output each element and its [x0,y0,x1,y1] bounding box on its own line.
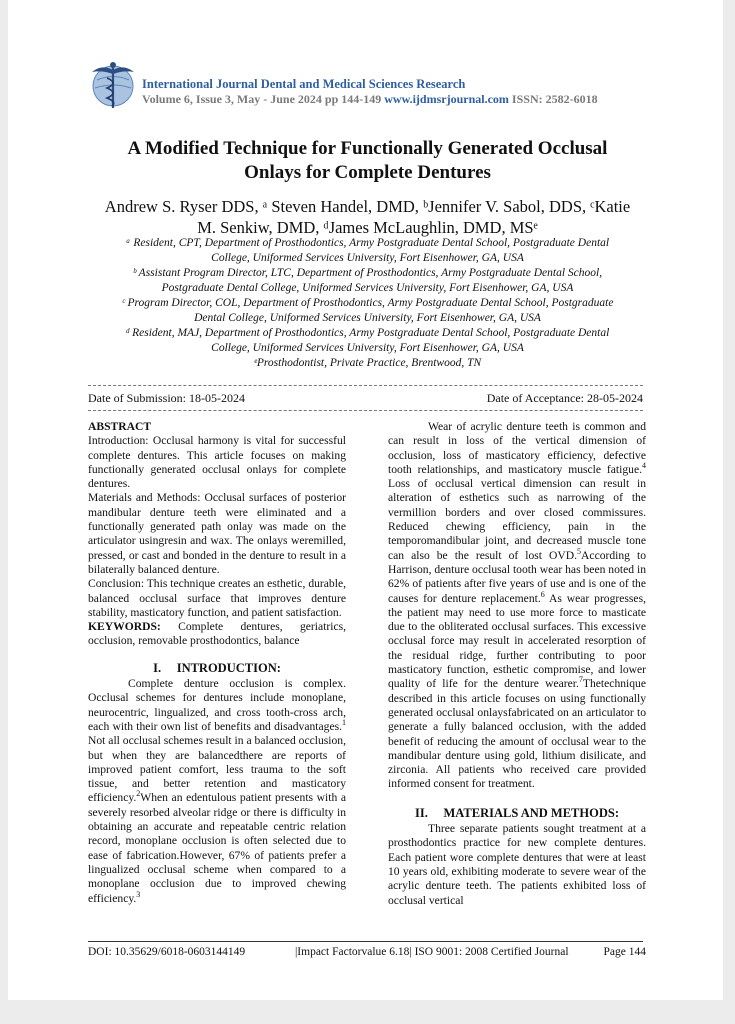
keywords-text: Complete dentures, geriatrics, occlusion, removable prosthodontics, balance [88,620,346,648]
footer-divider [88,941,643,942]
affiliation-line: ᵈ Resident, MAJ, Department of Prosthodontics, Army Postgraduate Dental School, Postgraduate Dental [125,327,610,339]
left-column [88,420,346,906]
right-column [388,420,646,908]
journal-url[interactable]: www.ijdmsrjournal.com [384,92,509,106]
affiliation-line: Dental College, Uniformed Services University, Fort Eisenhower, GA, USA [194,312,541,324]
page-number: Page 144 [603,946,646,958]
intro-text: Not all occlusal schemes result in a balanced occlusion, but when they are balancedthere are reports of improved patient comfort, less trauma to the soft tissue, and better retention and masticatory efficiency. [88,734,346,805]
body-text: Thetechnique described in this article focuses on using functionally generated occlusal onlaysfabricated on an articulator to generate a fully balanced occlusion, with the added benefit of reducing the amount of occlusal wear to the mandibular denture using gold, lithium disilicate, and zirconia. All patients who received care provided informed consent for treatment. [388,677,646,791]
affiliation-line: ᶜ Program Director, COL, Department of Prosthodontics, Army Postgraduate Dental School, Postgraduate [121,297,614,309]
authors-line-2: M. Senkiw, DMD, ᵈJames McLaughlin, DMD, MSᵉ [197,218,538,237]
divider [88,410,643,411]
citation[interactable]: 5 [577,546,582,556]
paper-title [60,137,675,185]
citation[interactable]: 7 [578,675,583,685]
body-text: Loss of occlusal vertical dimension can result in alteration of esthetics such as narrowing of the vermillion borders and over closed commissures. Reduced chewing efficiency, pain in the temporomandibular joint, and decreased muscle tone can also be the result of lost OVD. [388,477,646,562]
journal-logo-icon [88,58,138,110]
citation[interactable]: 6 [540,589,545,599]
wear-paragraph [388,420,646,792]
submission-date: Date of Submission: 18-05-2024 [88,391,245,405]
section-heading-methods: II. MATERIALS AND METHODS: [415,805,619,820]
intro-text: Complete denture occlusion is complex. Occlusal schemes for dentures include monoplane, neurocentric, lingualized, and cross tooth-cross arch, each with their own list of benefits and disadvantages. [88,677,346,733]
impact-factor: |Impact Factorvalue 6.18| ISO 9001: 2008 Certified Journal [295,946,569,958]
affiliation-line: College, Uniformed Services University, Fort Eisenhower, GA, USA [211,252,524,264]
abstract-introduction: Introduction: Occlusal harmony is vital for successful complete dentures. This article focuses on making functionally generated occlusal onlays for complete dentures. [88,434,346,491]
title-line-1: A Modified Technique for Functionally Generated Occlusal [127,138,608,159]
intro-paragraph [88,677,346,906]
body-text: As wear progresses, the patient may need to use more force to masticate due to the obliterated occlusal surfaces. This excessive occlusal force may result in accelerated resorption of the residual ridge, further contributing to poor masticatory function, esthetic compromise, and lower quality of life for the denture wearer. [388,591,646,691]
issn: ISSN: 2582-6018 [508,92,598,106]
body-text: Wear of acrylic denture teeth is common and can result in loss of the vertical dimension of occlusion, loss of masticatory efficiency, defective tooth relationships, and masticatory muscle fatigue. [388,420,646,476]
citation[interactable]: 4 [642,461,646,471]
abstract-heading: ABSTRACT [88,420,152,433]
volume-info: Volume 6, Issue 3, May - June 2024 pp 144-149 [142,92,385,106]
body-text: According to Harrison, denture occlusal tooth wear has been noted in 62% of patients after five years of use and is one of the causes for denture replacement. [388,548,646,605]
authors-line-1: Andrew S. Ryser DDS, ᵃ Steven Handel, DMD, ᵇJennifer V. Sabol, DDS, ᶜKatie [104,197,631,216]
abstract-methods: Materials and Methods: Occlusal surfaces of posterior mandibular denture teeth were eliminated and a functionally generated path onlay was made on the articulator usingresin and wax. The onlays weremilled, pressed, or cast and bonded in the denture to result in a bilaterally balanced denture. [88,491,346,576]
journal-name: International Journal Dental and Medical Sciences Research [142,77,466,91]
affiliation-line: ᵃ Resident, CPT, Department of Prosthodontics, Army Postgraduate Dental School, Postgraduate Dental [125,237,610,249]
affiliations [80,236,655,371]
keywords [88,620,346,649]
citation[interactable]: 2 [136,789,141,799]
intro-text: When an edentulous patient presents with a severely resorbed alveolar ridge or there is difficulty in obtaining an accurate and repeatable centric relation record, monoplane occlusion is often selected due to ease of fabrication.However, 67% of patients prefer a lingualized occlusal scheme when compared to a monoplane occlusion due to improved chewing efficiency. [88,791,346,905]
abstract-conclusion: Conclusion: This technique creates an esthetic, durable, balanced occlusal surface that improves denture stability, masticatory function, and patient satisfaction. [88,577,346,619]
citation[interactable]: 3 [136,889,141,899]
author-list [70,196,665,238]
keywords-label: KEYWORDS: [88,620,161,634]
affiliation-line: ᵇ Assistant Program Director, LTC, Department of Prosthodontics, Army Postgraduate Dental School, [132,267,603,279]
affiliation-line: College, Uniformed Services University, Fort Eisenhower, GA, USA [211,342,524,354]
doi[interactable]: DOI: 10.35629/6018-0603144149 [88,946,246,958]
divider [88,385,643,386]
acceptance-date: Date of Acceptance: 28-05-2024 [486,391,643,405]
affiliation-line: Postgraduate Dental College, Uniformed Services University, Fort Eisenhower, GA, USA [161,282,574,294]
methods-paragraph: Three separate patients sought treatment at a prosthodontics practice for new complete dentures. Each patient wore complete dentures that were at least 10 years old, exhibiting moderate to severe wear of the acrylic denture teeth. The patients exhibited loss of occlusal vertical [388,822,646,907]
citation[interactable]: 1 [342,718,346,728]
title-line-2: Onlays for Complete Dentures [244,162,491,183]
volume-info-line [142,92,598,107]
affiliation-line: ᵉProsthodontist, Private Practice, Brentwood, TN [253,357,482,369]
section-heading-introduction: I. INTRODUCTION: [153,660,281,675]
